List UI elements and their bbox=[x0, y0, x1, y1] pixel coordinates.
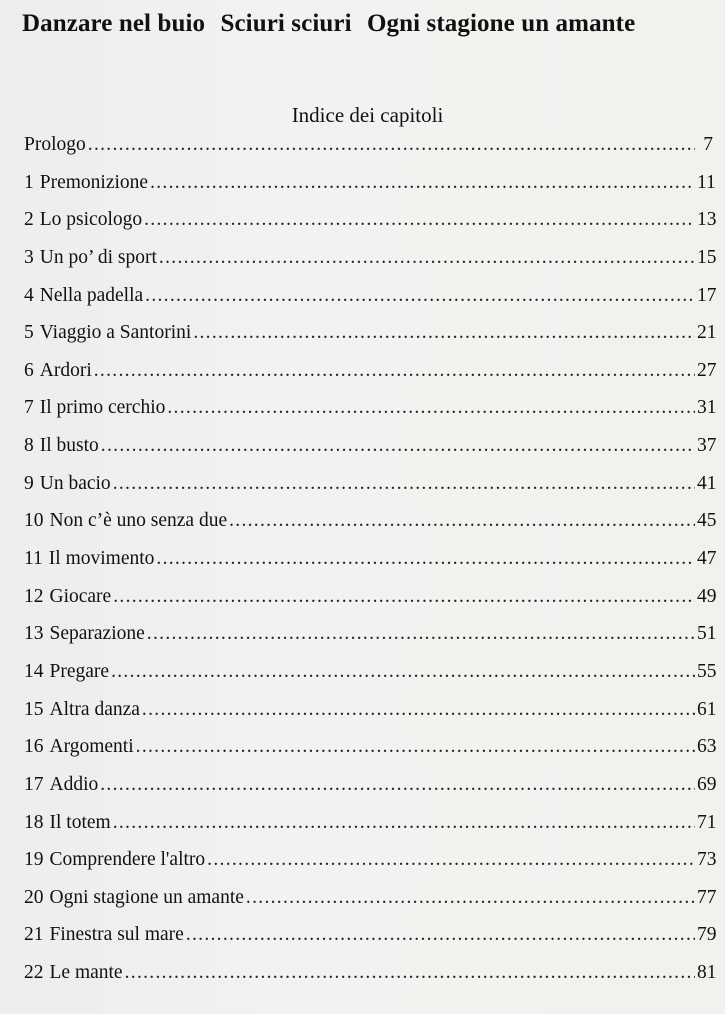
toc-chapter-title: Premonizione bbox=[39, 171, 149, 193]
toc-chapter-title: Lo psicologo bbox=[39, 209, 143, 231]
toc-dot-leader bbox=[150, 164, 695, 202]
toc-dot-leader bbox=[100, 766, 695, 804]
toc-chapter-title: Il movimento bbox=[48, 548, 155, 570]
toc-page-number: 37 bbox=[697, 435, 717, 457]
toc-entry bbox=[24, 389, 717, 427]
header-title-1: Danzare nel buio bbox=[22, 10, 206, 37]
table-of-contents bbox=[24, 126, 717, 992]
toc-chapter-title: Comprendere l'altro bbox=[49, 849, 206, 871]
toc-entry bbox=[24, 352, 717, 390]
toc-chapter-number: 18 bbox=[24, 811, 44, 833]
toc-chapter-title: Argomenti bbox=[49, 736, 134, 758]
toc-chapter-title: Altra danza bbox=[49, 698, 140, 720]
toc-page-number: 31 bbox=[697, 397, 717, 419]
toc-chapter-number: 20 bbox=[24, 886, 44, 908]
toc-chapter-number: 21 bbox=[24, 924, 44, 946]
toc-dot-leader bbox=[156, 540, 695, 578]
toc-entry bbox=[24, 653, 717, 691]
toc-entry bbox=[24, 239, 717, 277]
toc-entry bbox=[24, 691, 717, 729]
toc-page-number: 13 bbox=[697, 209, 717, 231]
toc-dot-leader bbox=[88, 126, 695, 164]
toc-chapter-number: 8 bbox=[24, 435, 34, 457]
toc-chapter-title: Nella padella bbox=[39, 284, 144, 306]
toc-chapter-title: Un po’ di sport bbox=[39, 246, 157, 268]
toc-chapter-number: 16 bbox=[24, 736, 44, 758]
toc-chapter-number: 2 bbox=[24, 209, 34, 231]
toc-dot-leader bbox=[125, 954, 695, 992]
toc-entry bbox=[24, 916, 717, 954]
toc-chapter-title: Separazione bbox=[49, 623, 145, 645]
toc-chapter-number: 17 bbox=[24, 773, 44, 795]
toc-chapter-title: Ogni stagione un amante bbox=[49, 886, 244, 908]
toc-dot-leader bbox=[111, 653, 695, 691]
toc-chapter-number: 10 bbox=[24, 510, 44, 532]
toc-chapter-title: Un bacio bbox=[39, 472, 111, 494]
running-header bbox=[22, 10, 635, 38]
toc-page-number: 27 bbox=[697, 359, 717, 381]
header-title-3: Ogni stagione un amante bbox=[367, 10, 636, 37]
toc-entry bbox=[24, 277, 717, 315]
toc-chapter-number: 3 bbox=[24, 246, 34, 268]
toc-page-number: 63 bbox=[697, 736, 717, 758]
toc-page-number: 55 bbox=[697, 660, 717, 682]
toc-dot-leader bbox=[186, 916, 695, 954]
toc-dot-leader bbox=[142, 691, 695, 729]
toc-dot-leader bbox=[101, 427, 695, 465]
toc-entry bbox=[24, 879, 717, 917]
toc-chapter-number: 11 bbox=[24, 548, 43, 570]
toc-chapter-title: Il totem bbox=[49, 811, 111, 833]
toc-page-number: 11 bbox=[697, 171, 716, 193]
toc-page-number: 81 bbox=[697, 962, 717, 984]
toc-page-number: 79 bbox=[697, 924, 717, 946]
toc-entry bbox=[24, 841, 717, 879]
toc-dot-leader bbox=[246, 879, 695, 917]
toc-page-number: 41 bbox=[697, 472, 717, 494]
toc-dot-leader bbox=[94, 352, 695, 390]
toc-entry bbox=[24, 201, 717, 239]
toc-page-number: 7 bbox=[703, 134, 713, 155]
toc-entry bbox=[24, 954, 717, 992]
toc-entry bbox=[24, 427, 717, 465]
toc-page-number: 21 bbox=[697, 322, 717, 344]
toc-entry bbox=[24, 615, 717, 653]
toc-page-number: 45 bbox=[697, 510, 717, 532]
toc-dot-leader bbox=[145, 277, 695, 315]
toc-chapter-title: Il busto bbox=[39, 435, 99, 457]
toc-chapter-title: Viaggio a Santorini bbox=[39, 322, 192, 344]
toc-entry bbox=[24, 578, 717, 616]
toc-entry bbox=[24, 502, 717, 540]
toc-chapter-title: Giocare bbox=[49, 585, 112, 607]
toc-chapter-title: Pregare bbox=[49, 660, 110, 682]
toc-dot-leader bbox=[147, 615, 695, 653]
toc-entry bbox=[24, 766, 717, 804]
toc-chapter-number: 6 bbox=[24, 359, 34, 381]
toc-chapter-title: Non c’è uno senza due bbox=[49, 510, 228, 532]
toc-chapter-number: 19 bbox=[24, 849, 44, 871]
toc-entry bbox=[24, 804, 717, 842]
toc-dot-leader bbox=[113, 804, 695, 842]
toc-page-number: 61 bbox=[697, 698, 717, 720]
toc-entry bbox=[24, 540, 717, 578]
toc-dot-leader bbox=[136, 728, 695, 766]
toc-chapter-title: Le mante bbox=[49, 962, 123, 984]
toc-entry bbox=[24, 126, 713, 164]
toc-chapter-title: Ardori bbox=[39, 359, 92, 381]
toc-page-number: 73 bbox=[697, 849, 717, 871]
toc-entry bbox=[24, 465, 717, 503]
toc-entry bbox=[24, 314, 717, 352]
toc-chapter-title: Il primo cerchio bbox=[39, 397, 166, 419]
toc-page-number: 15 bbox=[697, 246, 717, 268]
toc-entry bbox=[24, 728, 717, 766]
index-heading: Indice dei capitoli bbox=[291, 103, 444, 127]
toc-chapter-number: 22 bbox=[24, 962, 44, 984]
toc-chapter-number: 1 bbox=[24, 171, 34, 193]
toc-dot-leader bbox=[113, 578, 695, 616]
toc-dot-leader bbox=[229, 502, 695, 540]
toc-chapter-number: 7 bbox=[24, 397, 34, 419]
toc-dot-leader bbox=[167, 389, 695, 427]
toc-dot-leader bbox=[207, 841, 695, 879]
toc-entry bbox=[24, 164, 716, 202]
toc-chapter-number: 14 bbox=[24, 660, 44, 682]
toc-chapter-number: 13 bbox=[24, 623, 44, 645]
toc-page-number: 47 bbox=[697, 548, 717, 570]
toc-chapter-number: 15 bbox=[24, 698, 44, 720]
toc-chapter-title: Addio bbox=[49, 773, 99, 795]
toc-page-number: 51 bbox=[697, 623, 717, 645]
toc-chapter-number: 4 bbox=[24, 284, 34, 306]
toc-page-number: 49 bbox=[697, 585, 717, 607]
toc-page-number: 69 bbox=[697, 773, 717, 795]
toc-chapter-title: Prologo bbox=[24, 134, 86, 155]
toc-chapter-number: 9 bbox=[24, 472, 34, 494]
toc-dot-leader bbox=[193, 314, 695, 352]
toc-dot-leader bbox=[113, 465, 695, 503]
toc-chapter-number: 5 bbox=[24, 322, 34, 344]
toc-chapter-number: 12 bbox=[24, 585, 44, 607]
toc-page-number: 77 bbox=[697, 886, 717, 908]
toc-dot-leader bbox=[159, 239, 695, 277]
toc-chapter-title: Finestra sul mare bbox=[49, 924, 184, 946]
header-title-2: Sciuri sciuri bbox=[220, 10, 352, 37]
toc-page-number: 17 bbox=[697, 284, 717, 306]
toc-page-number: 71 bbox=[697, 811, 717, 833]
toc-dot-leader bbox=[144, 201, 695, 239]
